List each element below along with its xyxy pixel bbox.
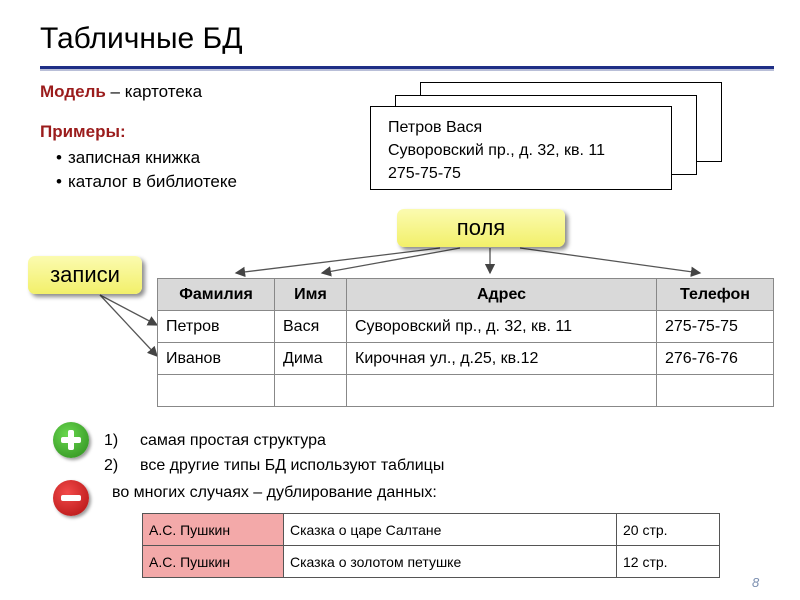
fields-label: поля [397,209,565,247]
arrow-to-telefon [520,248,700,273]
author-cell: А.С. Пушкин [143,546,284,578]
header-familiya: Фамилия [158,279,275,311]
list-number: 2) [104,457,119,474]
cell: Суворовский пр., д. 32, кв. 11 [347,311,657,343]
duplication-table [142,513,720,578]
records-label: записи [28,256,142,294]
cell: Петров [158,311,275,343]
table-row [158,311,774,343]
cell: 12 стр. [617,546,720,578]
cell [347,375,657,407]
slide-title: Табличные БД [40,22,243,55]
author-cell: А.С. Пушкин [143,514,284,546]
cell: Кирочная ул., д.25, кв.12 [347,343,657,375]
table-header-row [158,279,774,311]
arrow-to-familiya [236,248,440,273]
list-text: все другие типы БД используют таблицы [140,457,445,474]
plus-icon [53,422,89,458]
card-line: 275-75-75 [388,165,461,182]
table-row [158,375,774,407]
model-label: Модель [40,82,106,101]
minus-icon [53,480,89,516]
table-row [143,546,720,578]
card-line: Суворовский пр., д. 32, кв. 11 [388,142,606,159]
cell [657,375,774,407]
card-line: Петров Вася [388,119,483,136]
arrow-to-row-1 [100,295,157,325]
list-item [104,428,444,453]
cell: 275-75-75 [657,311,774,343]
example-item: • записная книжка [56,146,237,170]
pros-list [104,428,444,478]
arrow-to-row-2 [100,295,157,356]
records-table [157,278,774,407]
header-adres: Адрес [347,279,657,311]
cell [275,375,347,407]
cell: Вася [275,311,347,343]
list-item [104,453,444,478]
cell: Дима [275,343,347,375]
table-row [143,514,720,546]
cell [158,375,275,407]
model-text: – картотека [105,82,203,101]
cell: Иванов [158,343,275,375]
header-telefon: Телефон [657,279,774,311]
cell: 20 стр. [617,514,720,546]
cell: Сказка о золотом петушке [284,546,617,578]
header-imya: Имя [275,279,347,311]
list-number: 1) [104,432,119,449]
page-number: 8 [752,575,760,590]
list-text: самая простая структура [140,432,326,449]
example-item: • каталог в библиотеке [56,170,237,194]
examples-label: Примеры: [40,122,126,141]
cons-text: во многих случаях – дублирование данных: [112,484,437,501]
cell: 276-76-76 [657,343,774,375]
cell: Сказка о царе Салтане [284,514,617,546]
table-row [158,343,774,375]
